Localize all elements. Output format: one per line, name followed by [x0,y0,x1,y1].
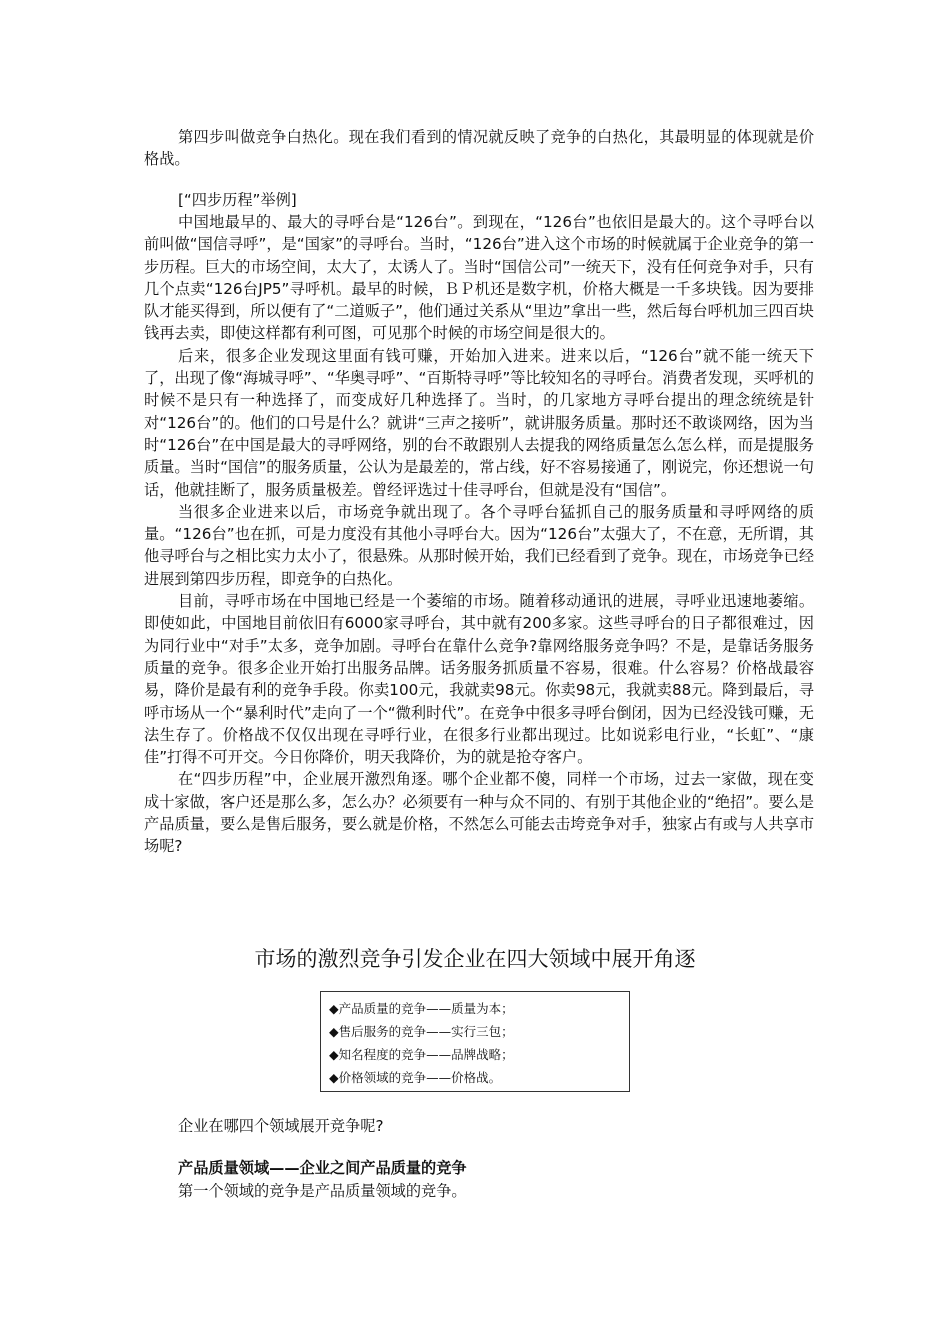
body-paragraph: 中国地最早的、最大的寻呼台是“126台”。到现在，“126台”也依旧是最大的。这个寻呼台以前叫做“国信寻呼”，是“国家”的寻呼台。当时，“126台”进入这个市场的时候就属于企业竞争的第一步历程。巨大的市场空间，太大了，太诱人了。当时“国信公司”一统天下，没有任何竞争对手，只有几个点卖“126台JP5”寻呼机。最早的时候，ＢＰ机还是数字机，价格大概是一千多块钱。因为要排队才能买得到，所以便有了“二道贩子”，他们通过关系从“里边”拿出一些，然后每台呼机加三四百块钱再去卖，即使这样都有利可图，可见那个时候的市场空间是很大的。 [144,213,814,343]
body-paragraph: 当很多企业进来以后，市场竞争就出现了。各个寻呼台猛抓自己的服务质量和寻呼网络的质量。“126台”也在抓，可是力度没有其他小寻呼台大。因为“126台”太强大了，不在意，无所谓，其他寻呼台与之相比实力太小了，很悬殊。从那时候开始，我们已经看到了竞争。现在，市场竞争已经进展到第四步历程，即竞争的白热化。 [144,502,814,588]
summary-box [320,991,630,1092]
sub-heading: 产品质量领域——企业之间产品质量的竞争 [178,1159,467,1177]
box-item: ◆售后服务的竞争——实行三包； [329,1024,514,1039]
final-line: 第一个领域的竞争是产品质量领域的竞争。 [178,1182,467,1200]
box-item: ◆知名程度的竞争——品牌战略； [329,1047,514,1062]
box-item: ◆价格领域的竞争——价格战。 [329,1070,502,1085]
question-text: 企业在哪四个领域展开竞争呢? [178,1117,384,1135]
body-text [144,211,814,858]
body-paragraph: 在“四步历程”中，企业展开激烈角逐。哪个企业都不傻，同样一个市场，过去一家做，现在变成十家做，客户还是那么多，怎么办？必须要有一种与众不同的、有别于其他企业的“绝招”。要么是产品质量，要么是售后服务，要么就是价格，不然怎么可能去击垮竞争对手，独家占有或与人共享市场呢? [144,770,814,856]
intro-paragraph: 第四步叫做竞争白热化。现在我们看到的情况就反映了竞争的白热化，其最明显的体现就是价格战。 [144,128,814,169]
body-paragraph: 目前，寻呼市场在中国地已经是一个萎缩的市场。随着移动通讯的进展，寻呼业迅速地萎缩。即使如此，中国地目前依旧有6000家寻呼台，其中就有200多家。这些寻呼台的日子都很难过，因为同行业中“对手”太多，竞争加剧。寻呼台在靠什么竞争?靠网络服务竞争吗？不是，是靠话务服务质量的竞争。很多企业开始打出服务品牌。话务服务抓质量不容易，很难。什么容易？价格战最容易，降价是最有利的竞争手段。你卖100元，我就卖98元。你卖98元，我就卖88元。降到最后，寻呼市场从一个“暴利时代”走向了一个“微利时代”。在竞争中很多寻呼台倒闭，因为已经没钱可赚，无法生存了。价格战不仅仅出现在寻呼行业，在很多行业都出现过。比如说彩电行业，“长虹”、“康佳”打得不可开交。今日你降价，明天我降价，为的就是抢夺客户。 [144,592,814,767]
box-item: ◆产品质量的竞争——质量为本； [329,1001,514,1016]
body-paragraph: 后来，很多企业发现这里面有钱可赚，开始加入进来。进来以后，“126台”就不能一统天下了，出现了像“海城寻呼”、“华奥寻呼”、“百斯特寻呼”等比较知名的寻呼台。消费者发现，买呼机的时候不是只有一种选择了，而变成好几种选择了。当时，的几家地方寻呼台提出的理念统统是针对“126台”的。他们的口号是什么？就讲“三声之接听”，就讲服务质量。那时还不敢谈网络，因为当时“126台”在中国是最大的寻呼网络，别的台不敢跟别人去提我的网络质量怎么怎么样，而是提服务质量。当时“国信”的服务质量，公认为是最差的，常占线，好不容易接通了，刚说完，你还想说一句话，他就挂断了，服务质量极差。曾经评选过十佳寻呼台，但就是没有“国信”。 [144,346,814,499]
example-label: [“四步历程”举例] [178,191,297,209]
section-heading: 市场的激烈竞争引发企业在四大领域中展开角逐 [254,947,696,971]
